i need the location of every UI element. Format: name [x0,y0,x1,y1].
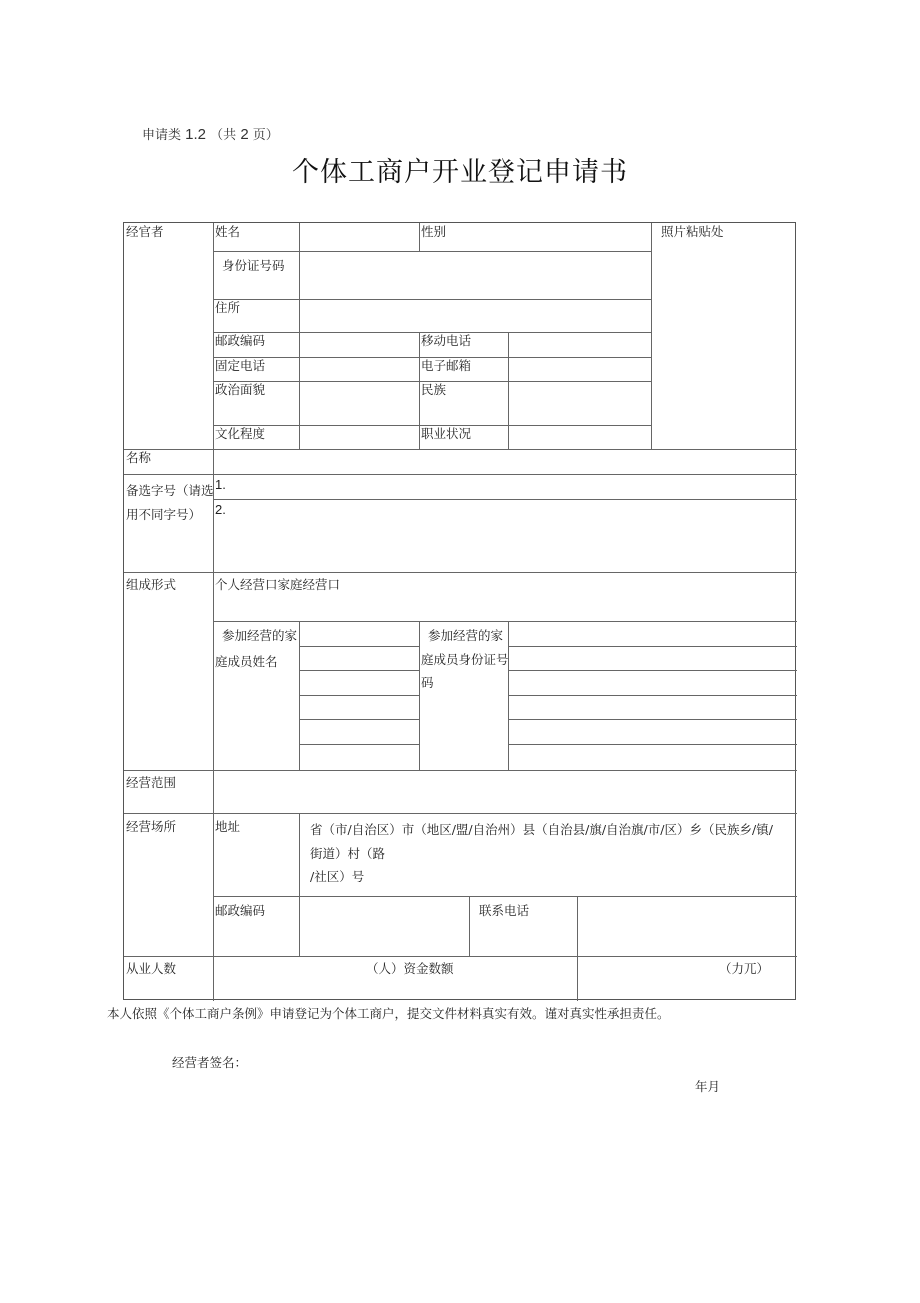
premises-address-line2: 街道）村（路 [310,846,386,861]
staff-count-label: 从业人数 [126,961,177,976]
alt-name-item-1: 1. [215,477,226,492]
postcode-label: 邮政编码 [215,333,266,348]
premises-label: 经营场所 [126,819,177,834]
row-divider [508,670,797,671]
row-divider [299,646,420,647]
row-divider [213,896,797,897]
email-label: 电子邮箱 [421,358,472,373]
premises-postcode-label: 邮政编码 [215,903,266,918]
form-code-mid: （共 [210,128,237,143]
row-divider [508,744,797,745]
composition-label: 组成形式 [126,577,177,592]
row-divider [124,770,797,771]
employment-label: 职业状况 [421,426,472,441]
name-label: 姓名 [215,224,241,239]
form-code-suffix: 页） [252,128,279,143]
column-divider [469,896,470,956]
gender-label: 性别 [421,224,447,239]
member-name-label-line2: 庭成员姓名 [215,654,278,669]
residence-label: 住所 [215,300,241,315]
alt-names-label-line2: 用不同字号） [126,507,202,522]
row-divider [299,695,420,696]
member-id-label-line2: 庭成员身份证号 [421,652,509,667]
application-form-table [123,222,796,1000]
column-divider [508,621,509,770]
member-name-label-line1: 参加经营的家 [222,628,298,643]
column-divider [419,621,420,770]
row-divider [213,621,797,622]
row-divider [124,449,797,450]
column-divider [419,223,420,251]
column-divider [651,223,652,449]
form-code-number: 1.2 [185,126,207,143]
column-divider [577,896,578,1001]
business-name-label: 名称 [126,450,152,465]
political-status-label: 政治面貌 [215,382,266,397]
business-scope-label: 经营范围 [126,775,177,790]
composition-options: 个人经营口家庭经营口 [215,577,341,592]
row-divider [299,719,420,720]
premises-address-line1: 省（市/自治区）市（地区/盟/自治州）县（自治县/旗/自治旗/市/区）乡（民族乡/镇/ [310,822,773,837]
member-id-label-line3: 码 [421,675,434,690]
form-code-pages: 2 [240,126,249,143]
form-code [142,124,279,143]
column-divider [299,813,300,956]
premises-contact-label: 联系电话 [479,903,530,918]
row-divider [508,646,797,647]
row-divider [508,719,797,720]
row-divider [124,956,797,957]
id-number-label: 身份证号码 [222,258,285,273]
row-divider [124,813,797,814]
member-id-label-line1: 参加经营的家 [428,628,504,643]
column-divider [213,223,214,1001]
date-label: 年月 [695,1079,721,1094]
photo-area-label: 照片粘贴处 [661,224,724,239]
mobile-label: 移动电话 [421,333,472,348]
capital-unit-label: （力兀） [719,961,770,976]
premises-address-line3: /社区）号 [310,869,365,884]
page-title: 个体工商户开业登记申请书 [292,157,628,188]
education-label: 文化程度 [215,426,266,441]
row-divider [213,251,651,252]
column-divider [419,332,420,449]
row-divider [508,695,797,696]
landline-label: 固定电话 [215,358,266,373]
ethnicity-label: 民族 [421,382,447,397]
column-divider [299,223,300,449]
form-code-prefix: 申请类 [142,128,182,143]
capital-amount-label: （人）资金数额 [366,961,454,976]
declaration-text: 本人依照《个体工商户条例》申请登记为个体工商户，提交文件材料真实有效。谨对真实性承担责任。 [107,1006,670,1021]
row-divider [299,670,420,671]
alt-name-item-2: 2. [215,502,226,517]
operator-section-label: 经官者 [126,224,164,239]
signature-label: 经营者签名： [172,1055,248,1070]
row-divider [213,499,797,500]
row-divider [213,299,651,300]
column-divider [508,332,509,449]
row-divider [299,744,420,745]
alt-names-label-line1: 备选字号（请选 [126,483,214,498]
column-divider [299,621,300,770]
premises-address-label: 地址 [215,819,241,834]
